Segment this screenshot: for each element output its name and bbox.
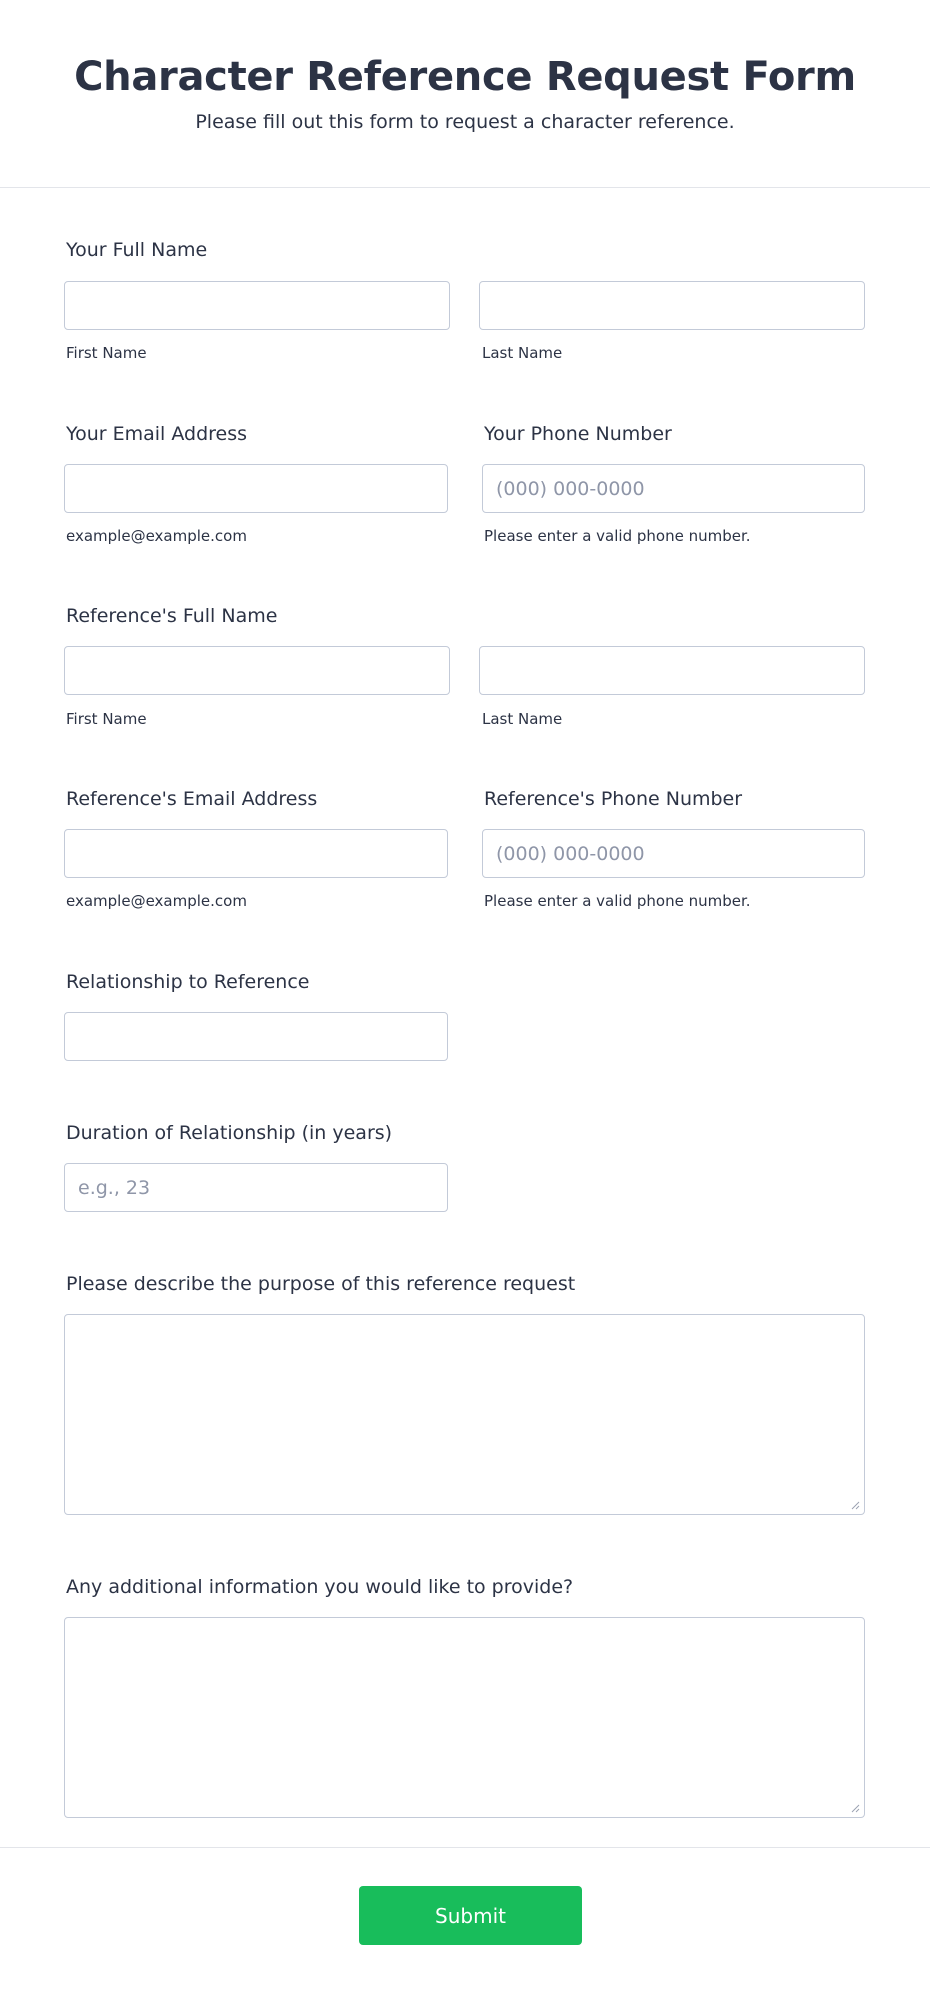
your-email-sublabel: example@example.com (66, 527, 247, 545)
relationship-label: Relationship to Reference (66, 971, 310, 993)
reference-email-input[interactable] (64, 829, 448, 878)
reference-email-sublabel: example@example.com (66, 892, 247, 910)
form-header (0, 0, 930, 188)
your-phone-sublabel: Please enter a valid phone number. (484, 527, 751, 545)
relationship-input[interactable] (64, 1012, 448, 1061)
reference-full-name-label: Reference's Full Name (66, 605, 278, 627)
reference-last-name-sublabel: Last Name (482, 710, 563, 728)
form-subtitle: Please fill out this form to request a character reference. (195, 111, 735, 133)
reference-phone-label: Reference's Phone Number (484, 788, 743, 810)
your-email-label: Your Email Address (66, 423, 248, 445)
purpose-label: Please describe the purpose of this reference request (66, 1273, 576, 1295)
your-full-name-label: Your Full Name (66, 239, 208, 261)
duration-input[interactable] (64, 1163, 448, 1212)
additional-info-label: Any additional information you would like to provide? (66, 1576, 574, 1598)
reference-first-name-sublabel: First Name (66, 710, 147, 728)
reference-email-label: Reference's Email Address (66, 788, 318, 810)
reference-phone-input[interactable] (482, 829, 865, 878)
resize-grip-icon[interactable] (850, 1803, 860, 1813)
additional-info-textarea[interactable] (64, 1617, 865, 1818)
your-last-name-sublabel: Last Name (482, 344, 563, 362)
your-phone-label: Your Phone Number (484, 423, 672, 445)
footer-divider (0, 1847, 930, 1848)
reference-last-name-input[interactable] (479, 646, 865, 695)
your-first-name-input[interactable] (64, 281, 450, 330)
your-email-input[interactable] (64, 464, 448, 513)
form-title: Character Reference Request Form (74, 54, 856, 100)
your-first-name-sublabel: First Name (66, 344, 147, 362)
your-last-name-input[interactable] (479, 281, 865, 330)
purpose-textarea[interactable] (64, 1314, 865, 1515)
submit-button[interactable]: Submit (359, 1886, 582, 1945)
resize-grip-icon[interactable] (850, 1500, 860, 1510)
reference-first-name-input[interactable] (64, 646, 450, 695)
your-phone-input[interactable] (482, 464, 865, 513)
reference-phone-sublabel: Please enter a valid phone number. (484, 892, 751, 910)
duration-label: Duration of Relationship (in years) (66, 1122, 393, 1144)
